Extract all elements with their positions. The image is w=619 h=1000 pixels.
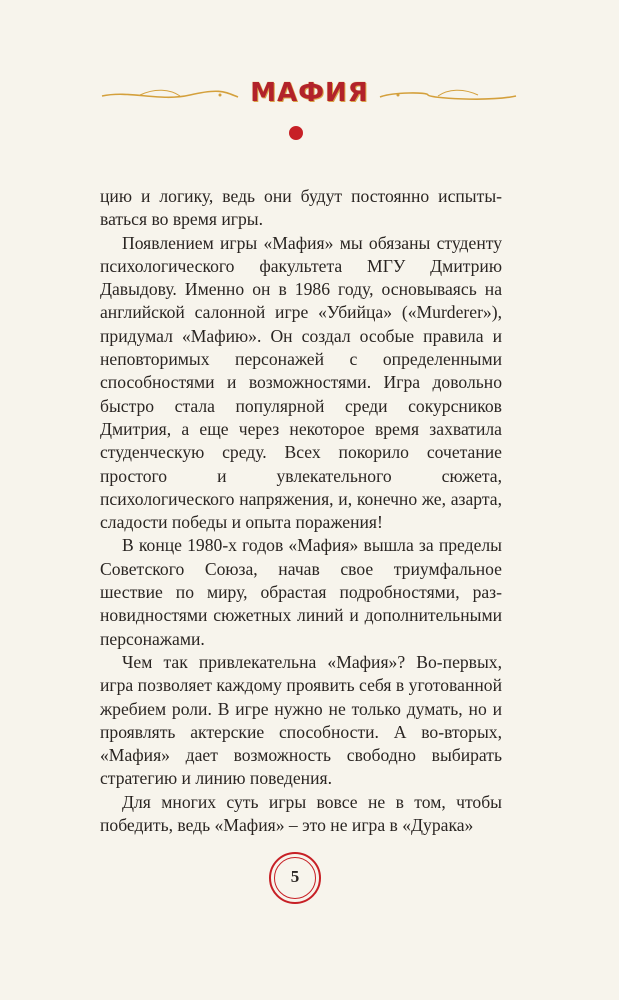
paragraph: Для многих суть игры вовсе не в том, чтобы победить, ведь «Мафия» – это не игра в «Дурака» (100, 791, 502, 836)
body-text (100, 185, 502, 837)
right-flourish-ornament (378, 86, 518, 106)
paragraph: В конце 1980-х годов «Мафия» вышла за пределы Советского Союза, начав свое триумфальное шествие по миру, обрастая подробностями, разновидностями сюжетных линий и дополнительными персонажами. (100, 535, 502, 649)
page-number: 5 (290, 867, 300, 886)
page-number-badge (269, 852, 321, 904)
page-header (0, 78, 619, 118)
paragraph: Появлением игры «Мафия» мы обязаны студенту психологического факультета МГУ Дмитрию Давыдову. Именно он в 1986 году, основываясь на английской салонной игре «Убийца» («Murderer»), придумал «Мафию». Он создал особые правила и неповторимых персонажей с определенными способностями и возможностями. Игра довольно быстро стала популярной среди сокурсников Дмитрия, а еще через некоторое время захватила студенческую среду. Всех покорило сочетание простого и увлекательного сюжета, психологического напряжения, и, конечно же, азарта, сладости победы и опыта поражения! (100, 232, 502, 533)
paragraph: Чем так привлекательна «Мафия»? Во-первых, игра позволяет каждому проявить себя в уготованной жребием роли. В игре нужно не только думать, но и проявлять актерские способности. А во-вторых, «Мафия» дает возможность свободно выбирать стратегию и линию поведения. (100, 651, 502, 789)
section-title: МАФИЯ (250, 78, 369, 108)
red-dot-ornament (289, 126, 303, 140)
paragraph: цию и логику, ведь они будут постоянно испытываться во время игры. (100, 186, 502, 230)
